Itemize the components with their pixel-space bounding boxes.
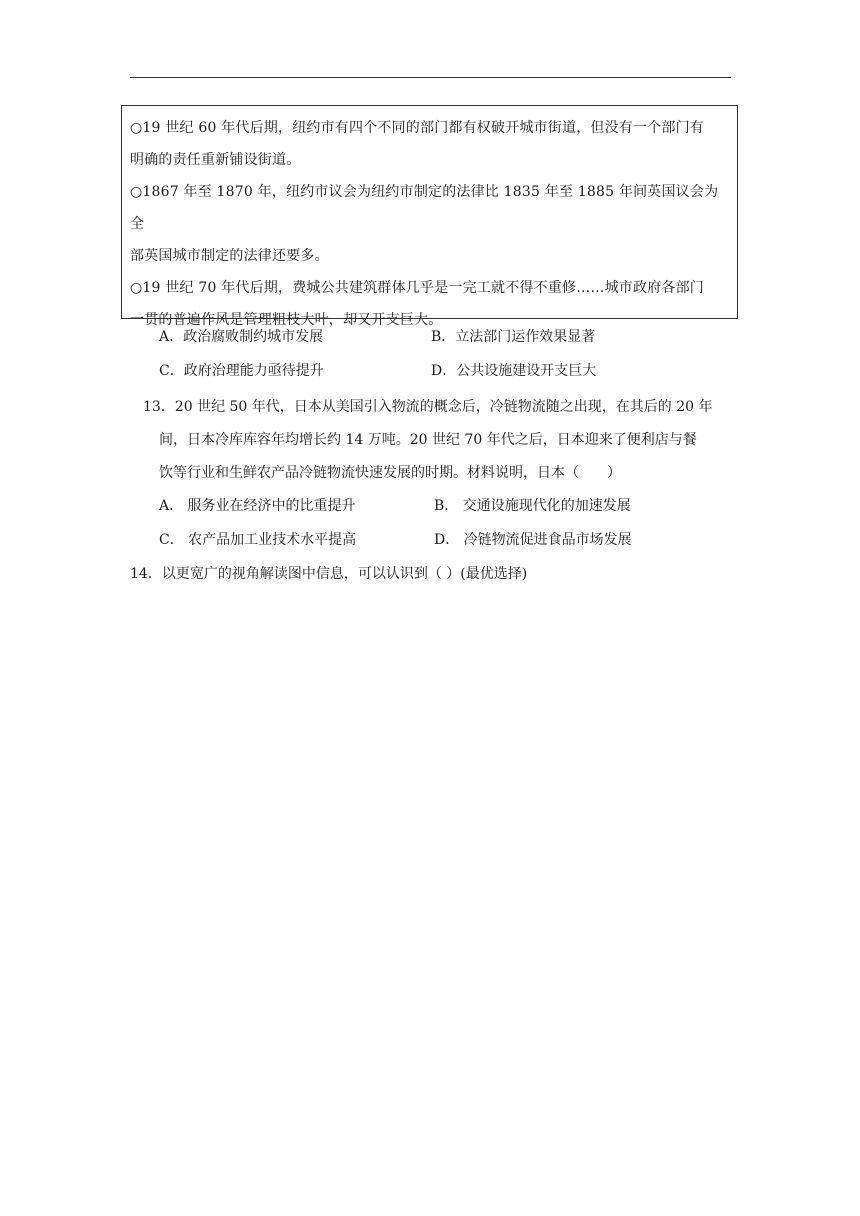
q13-option-d: D． 冷链物流促进食品市场发展 [434,532,632,548]
q13-stem-line: 间，日本冷库库容年均增长约 14 万吨。20 世纪 70 年代之后，日本迎来了便利店与餐 [159,432,697,448]
material-line: 一贯的普遍作风是管理粗枝大叶，却又开支巨大。 [130,312,443,328]
q12-option-c: C．政府治理能力亟待提升 [159,363,324,379]
q12-option-a: A．政治腐败制约城市发展 [159,329,324,345]
material-line: ○19 世纪 70 年代后期，费城公共建筑群体几乎是一完工就不得不重修……城市政府各部门 [130,280,704,296]
q14-stem-line: 14．以更宽广的视角解读图中信息，可以认识到（ ）(最优选择) [130,566,528,582]
material-line: 部英国城市制定的法律还要多。 [130,248,329,264]
material-line: 明确的责任重新铺设街道。 [130,152,301,168]
q12-option-b: B．立法部门运作效果显著 [431,329,596,345]
q13-stem-line: 13．20 世纪 50 年代，日本从美国引入物流的概念后，冷链物流随之出现，在其后的 20 年 [143,399,713,415]
q12-option-d: D．公共设施建设开支巨大 [431,363,597,379]
q13-stem-line: 饮等行业和生鲜农产品冷链物流快速发展的时期。材料说明，日本（ ） [159,465,621,481]
header-rule [130,77,731,78]
q13-option-a: A． 服务业在经济中的比重提升 [159,498,356,514]
material-box [121,105,738,328]
q13-option-c: C． 农产品加工业技术水平提高 [159,532,357,548]
material-line: ○19 世纪 60 年代后期，纽约市有四个不同的部门都有权破开城市街道，但没有一个部门有 [130,120,704,136]
q13-option-b: B． 交通设施现代化的加速发展 [434,498,631,514]
material-line: ○1867 年至 1870 年，纽约市议会为纽约市制定的法律比 1835 年至 1885 年间英国议会为全 [130,184,719,232]
